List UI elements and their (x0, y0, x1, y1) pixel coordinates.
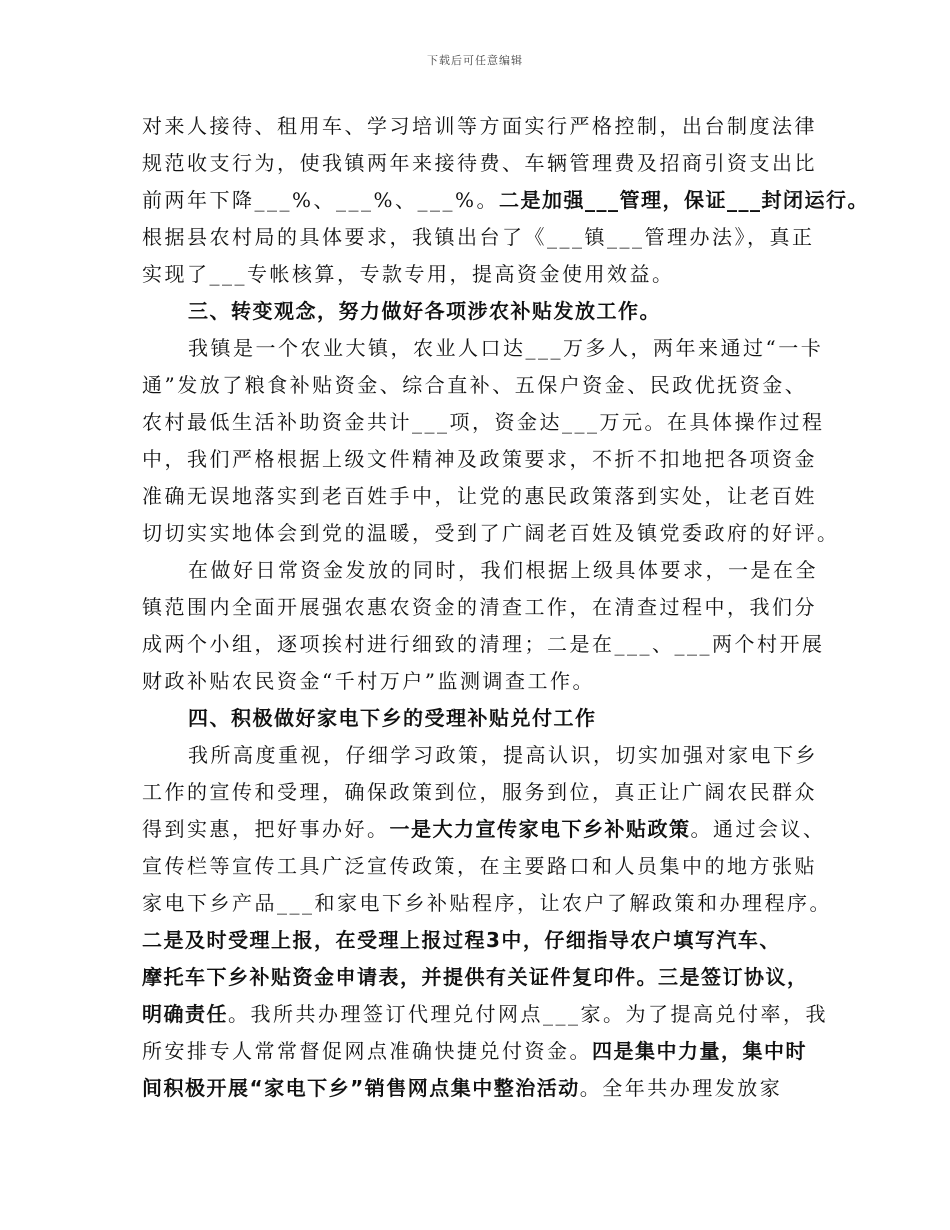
document-body (142, 108, 870, 1107)
text-span: 得到实惠，把好事办好。 (142, 817, 390, 841)
section-heading (142, 293, 822, 330)
text-line (142, 774, 822, 811)
text-span: 前两年下降___%、___%、___%。 (142, 188, 500, 212)
text-line (142, 1070, 822, 1107)
text-line (142, 959, 822, 996)
text-line (142, 1033, 822, 1070)
text-line (142, 811, 826, 848)
bold-text-span: 间积极开展“家电下乡”销售网点集中整治活动 (142, 1076, 580, 1100)
bold-text-span: 四、积极做好家电下乡的受理补贴兑付工作 (188, 706, 597, 730)
text-span: 财政补贴农民资金“千村万户”监测调查工作。 (142, 669, 595, 693)
section-heading (142, 700, 822, 737)
text-span: 我镇是一个农业大镇，农业人口达___万多人，两年来通过“一卡 (188, 336, 824, 360)
bold-text-span: 二是及时受理上报，在受理上报过程3中，仔细指导农户填写汽车、 (142, 928, 781, 952)
bold-text-span: 四是集中力量，集中时 (592, 1039, 807, 1063)
text-span: 工作的宣传和受理，确保政策到位，服务到位，真正让广阔农民群众 (142, 780, 817, 804)
text-line (142, 996, 828, 1033)
text-span: 我所高度重视，仔细学习政策，提高认识，切实加强对家电下乡 (188, 743, 818, 767)
text-span: 实现了___专帐核算，专款专用，提高资金使用效益。 (142, 262, 675, 286)
text-span: 在做好日常资金发放的同时，我们根据上级具体要求，一是在全 (188, 558, 818, 582)
text-line (142, 589, 822, 626)
page-header: 下载后可任意编辑 (427, 54, 523, 67)
text-span: 宣传栏等宣传工具广泛宣传政策，在主要路口和人员集中的地方张贴 (142, 854, 817, 878)
text-span: 镇范围内全面开展强农惠农资金的清查工作，在清查过程中，我们分 (142, 595, 817, 619)
text-line (142, 367, 822, 404)
text-line (142, 848, 822, 885)
text-span: 根据县农村局的具体要求，我镇出台了《___镇___管理办法》，真正 (142, 225, 815, 249)
text-span: 切切实实地体会到党的温暖，受到了广阔老百姓及镇党委政府的好评。 (142, 521, 840, 545)
text-line (142, 441, 822, 478)
text-span: 。通过会议、 (690, 817, 826, 841)
text-span: 。我所共办理签订代理兑付网点___家。为了提高兑付率，我 (228, 1002, 828, 1026)
text-line (142, 737, 822, 774)
text-span: 农村最低生活补助资金共计___项，资金达___万元。在具体操作过程 (142, 410, 825, 434)
bold-text-span: 一是大力宣传家电下乡补贴政策 (389, 817, 691, 841)
text-span: 准确无误地落实到老百姓手中，让党的惠民政策落到实处，让老百姓 (142, 484, 817, 508)
text-line (142, 885, 832, 922)
text-span: 中，我们严格根据上级文件精神及政策要求，不折不扣地把各项资金 (142, 447, 817, 471)
text-line (142, 552, 822, 589)
text-line (142, 108, 822, 145)
bold-text-span: 明确责任 (142, 1002, 228, 1026)
text-span: 规范收支行为，使我镇两年来接待费、车辆管理费及招商引资支出比 (142, 151, 817, 175)
text-span: 所安排专人常常督促网点准确快捷兑付资金。 (142, 1039, 592, 1063)
bold-text-span: 三、转变观念，努力做好各项涉农补贴发放工作。 (188, 299, 661, 323)
text-line (142, 330, 822, 367)
text-line (142, 626, 825, 663)
text-line (142, 182, 870, 219)
text-span: 家电下乡产品___和家电下乡补贴程序，让农户了解政策和办理程序。 (142, 891, 832, 915)
text-span: 通”发放了粮食补贴资金、综合直补、五保户资金、民政优抚资金、 (142, 373, 808, 397)
text-line (142, 515, 840, 552)
bold-text-span: 二是加强___管理，保证___封闭运行。 (499, 188, 870, 212)
text-line (142, 478, 822, 515)
text-line (142, 219, 822, 256)
text-span: 对来人接待、租用车、学习培训等方面实行严格控制，出台制度法律 (142, 114, 817, 138)
text-span: 成两个小组，逐项挨村进行细致的清理；二是在___、___两个村开展 (142, 632, 825, 656)
text-line (142, 256, 822, 293)
bold-text-span: 摩托车下乡补贴资金申请表，并提供有关证件复印件。三是签订协议， (142, 965, 809, 989)
text-span: 。全年共办理发放家 (579, 1076, 783, 1100)
text-line (142, 663, 822, 700)
text-line (142, 922, 822, 959)
text-line (142, 145, 822, 182)
text-line (142, 404, 825, 441)
